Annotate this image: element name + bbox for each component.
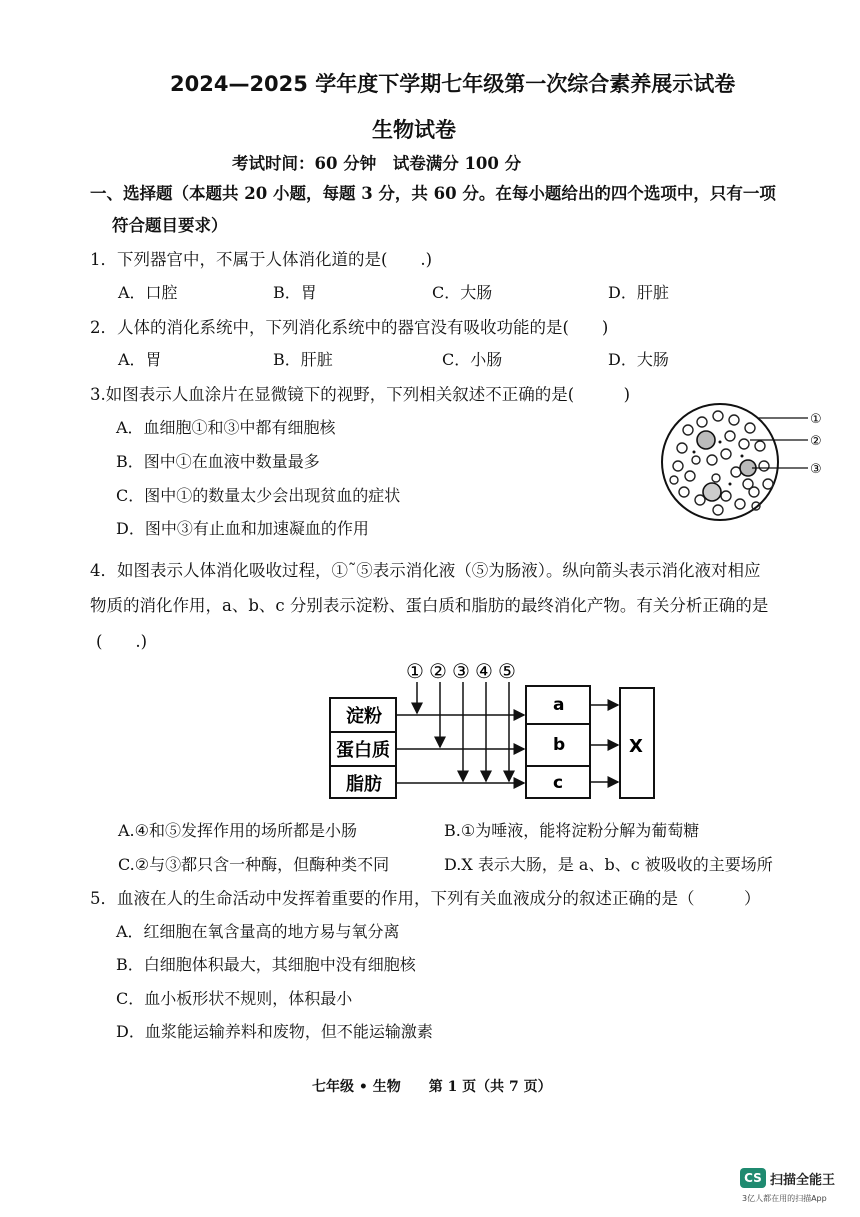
- camscanner-logo-icon: CS: [740, 1168, 766, 1188]
- q5-option-c: C．血小板形状不规则，体积最小: [116, 989, 353, 1008]
- label-1: ①: [810, 412, 822, 427]
- watermark-name: 扫描全能王: [770, 1173, 836, 1188]
- question-4-stem-2: 物质的消化作用，a、b、c 分别表示淀粉、蛋白质和脂肪的最终消化产物。有关分析正确的是: [90, 596, 769, 615]
- q1-option-a: A．口腔: [118, 283, 178, 302]
- product-b: b: [553, 735, 566, 755]
- q5-option-b: B．白细胞体积最大，其细胞中没有细胞核: [116, 955, 416, 974]
- substance-starch: 淀粉: [346, 706, 382, 727]
- blood-smear-figure: [660, 400, 830, 530]
- section-heading: 一、选择题（本题共 20 小题，每题 3 分，共 60 分。在每小题给出的四个选项中，只有一项: [90, 184, 776, 203]
- q4-option-c: C.②与③都只含一种酶，但酶种类不同: [118, 855, 390, 874]
- section-heading-cont: 符合题目要求）: [112, 216, 228, 235]
- substance-fat: 脂肪: [346, 774, 382, 795]
- juice-2: ②: [429, 659, 447, 683]
- watermark-tagline: 3亿人都在用的扫描App: [742, 1194, 827, 1203]
- q1-option-b: B．胃: [273, 283, 317, 302]
- juice-4: ④: [475, 659, 493, 683]
- q4-option-d: D.X 表示大肠，是 a、b、c 被吸收的主要场所: [444, 855, 773, 874]
- substance-protein: 蛋白质: [336, 740, 390, 761]
- question-1-stem: 1．下列器官中，不属于人体消化道的是( .): [90, 250, 433, 269]
- organ-x-label: X: [629, 736, 643, 757]
- question-3-stem: 3.如图表示人血涂片在显微镜下的视野，下列相关叙述不正确的是( ): [90, 385, 631, 404]
- question-4-stem: 4．如图表示人体消化吸收过程，①˜⑤表示消化液（⑤为肠液）。纵向箭头表示消化液对相应: [90, 561, 761, 580]
- digestion-diagram: [328, 654, 658, 804]
- label-3: ③: [810, 462, 822, 477]
- q3-option-b: B．图中①在血液中数量最多: [116, 452, 320, 471]
- q3-option-a: A．血细胞①和③中都有细胞核: [116, 418, 336, 437]
- label-2: ②: [810, 434, 822, 449]
- q3-option-c: C．图中①的数量太少会出现贫血的症状: [116, 486, 401, 505]
- juice-5: ⑤: [498, 659, 516, 683]
- subject-title: 生物试卷: [372, 118, 456, 142]
- exam-info: 考试时间：60 分钟 试卷满分 100 分: [232, 154, 522, 173]
- q3-option-d: D．图中③有止血和加速凝血的作用: [116, 519, 369, 538]
- question-5-stem: 5．血液在人的生命活动中发挥着重要的作用，下列有关血液成分的叙述正确的是（ ）: [90, 889, 761, 908]
- juice-1: ①: [406, 659, 424, 683]
- juice-3: ③: [452, 659, 470, 683]
- q2-option-b: B．肝脏: [273, 350, 333, 369]
- page-footer: 七年级 • 生物 第 1 页（共 7 页）: [312, 1079, 552, 1095]
- page-title: 2024—2025 学年度下学期七年级第一次综合素养展示试卷: [170, 72, 736, 96]
- q5-option-d: D．血浆能运输养料和废物，但不能运输激素: [116, 1022, 433, 1041]
- q2-option-a: A．胃: [118, 350, 162, 369]
- q2-option-c: C．小肠: [442, 350, 503, 369]
- q1-option-d: D．肝脏: [608, 283, 669, 302]
- q2-option-d: D．大肠: [608, 350, 669, 369]
- white-blood-cell: [697, 431, 715, 449]
- product-a: a: [553, 695, 565, 715]
- white-blood-cell: [703, 483, 721, 501]
- q1-option-c: C．大肠: [432, 283, 493, 302]
- q5-option-a: A．红细胞在氧含量高的地方易与氧分离: [116, 922, 400, 941]
- product-c: c: [553, 773, 564, 793]
- q4-option-b: B.①为唾液，能将淀粉分解为葡萄糖: [444, 821, 700, 840]
- q4-option-a: A.④和⑤发挥作用的场所都是小肠: [118, 821, 357, 840]
- question-4-stem-3: ( .): [96, 632, 148, 651]
- question-2-stem: 2．人体的消化系统中，下列消化系统中的器官没有吸收功能的是( ): [90, 318, 609, 337]
